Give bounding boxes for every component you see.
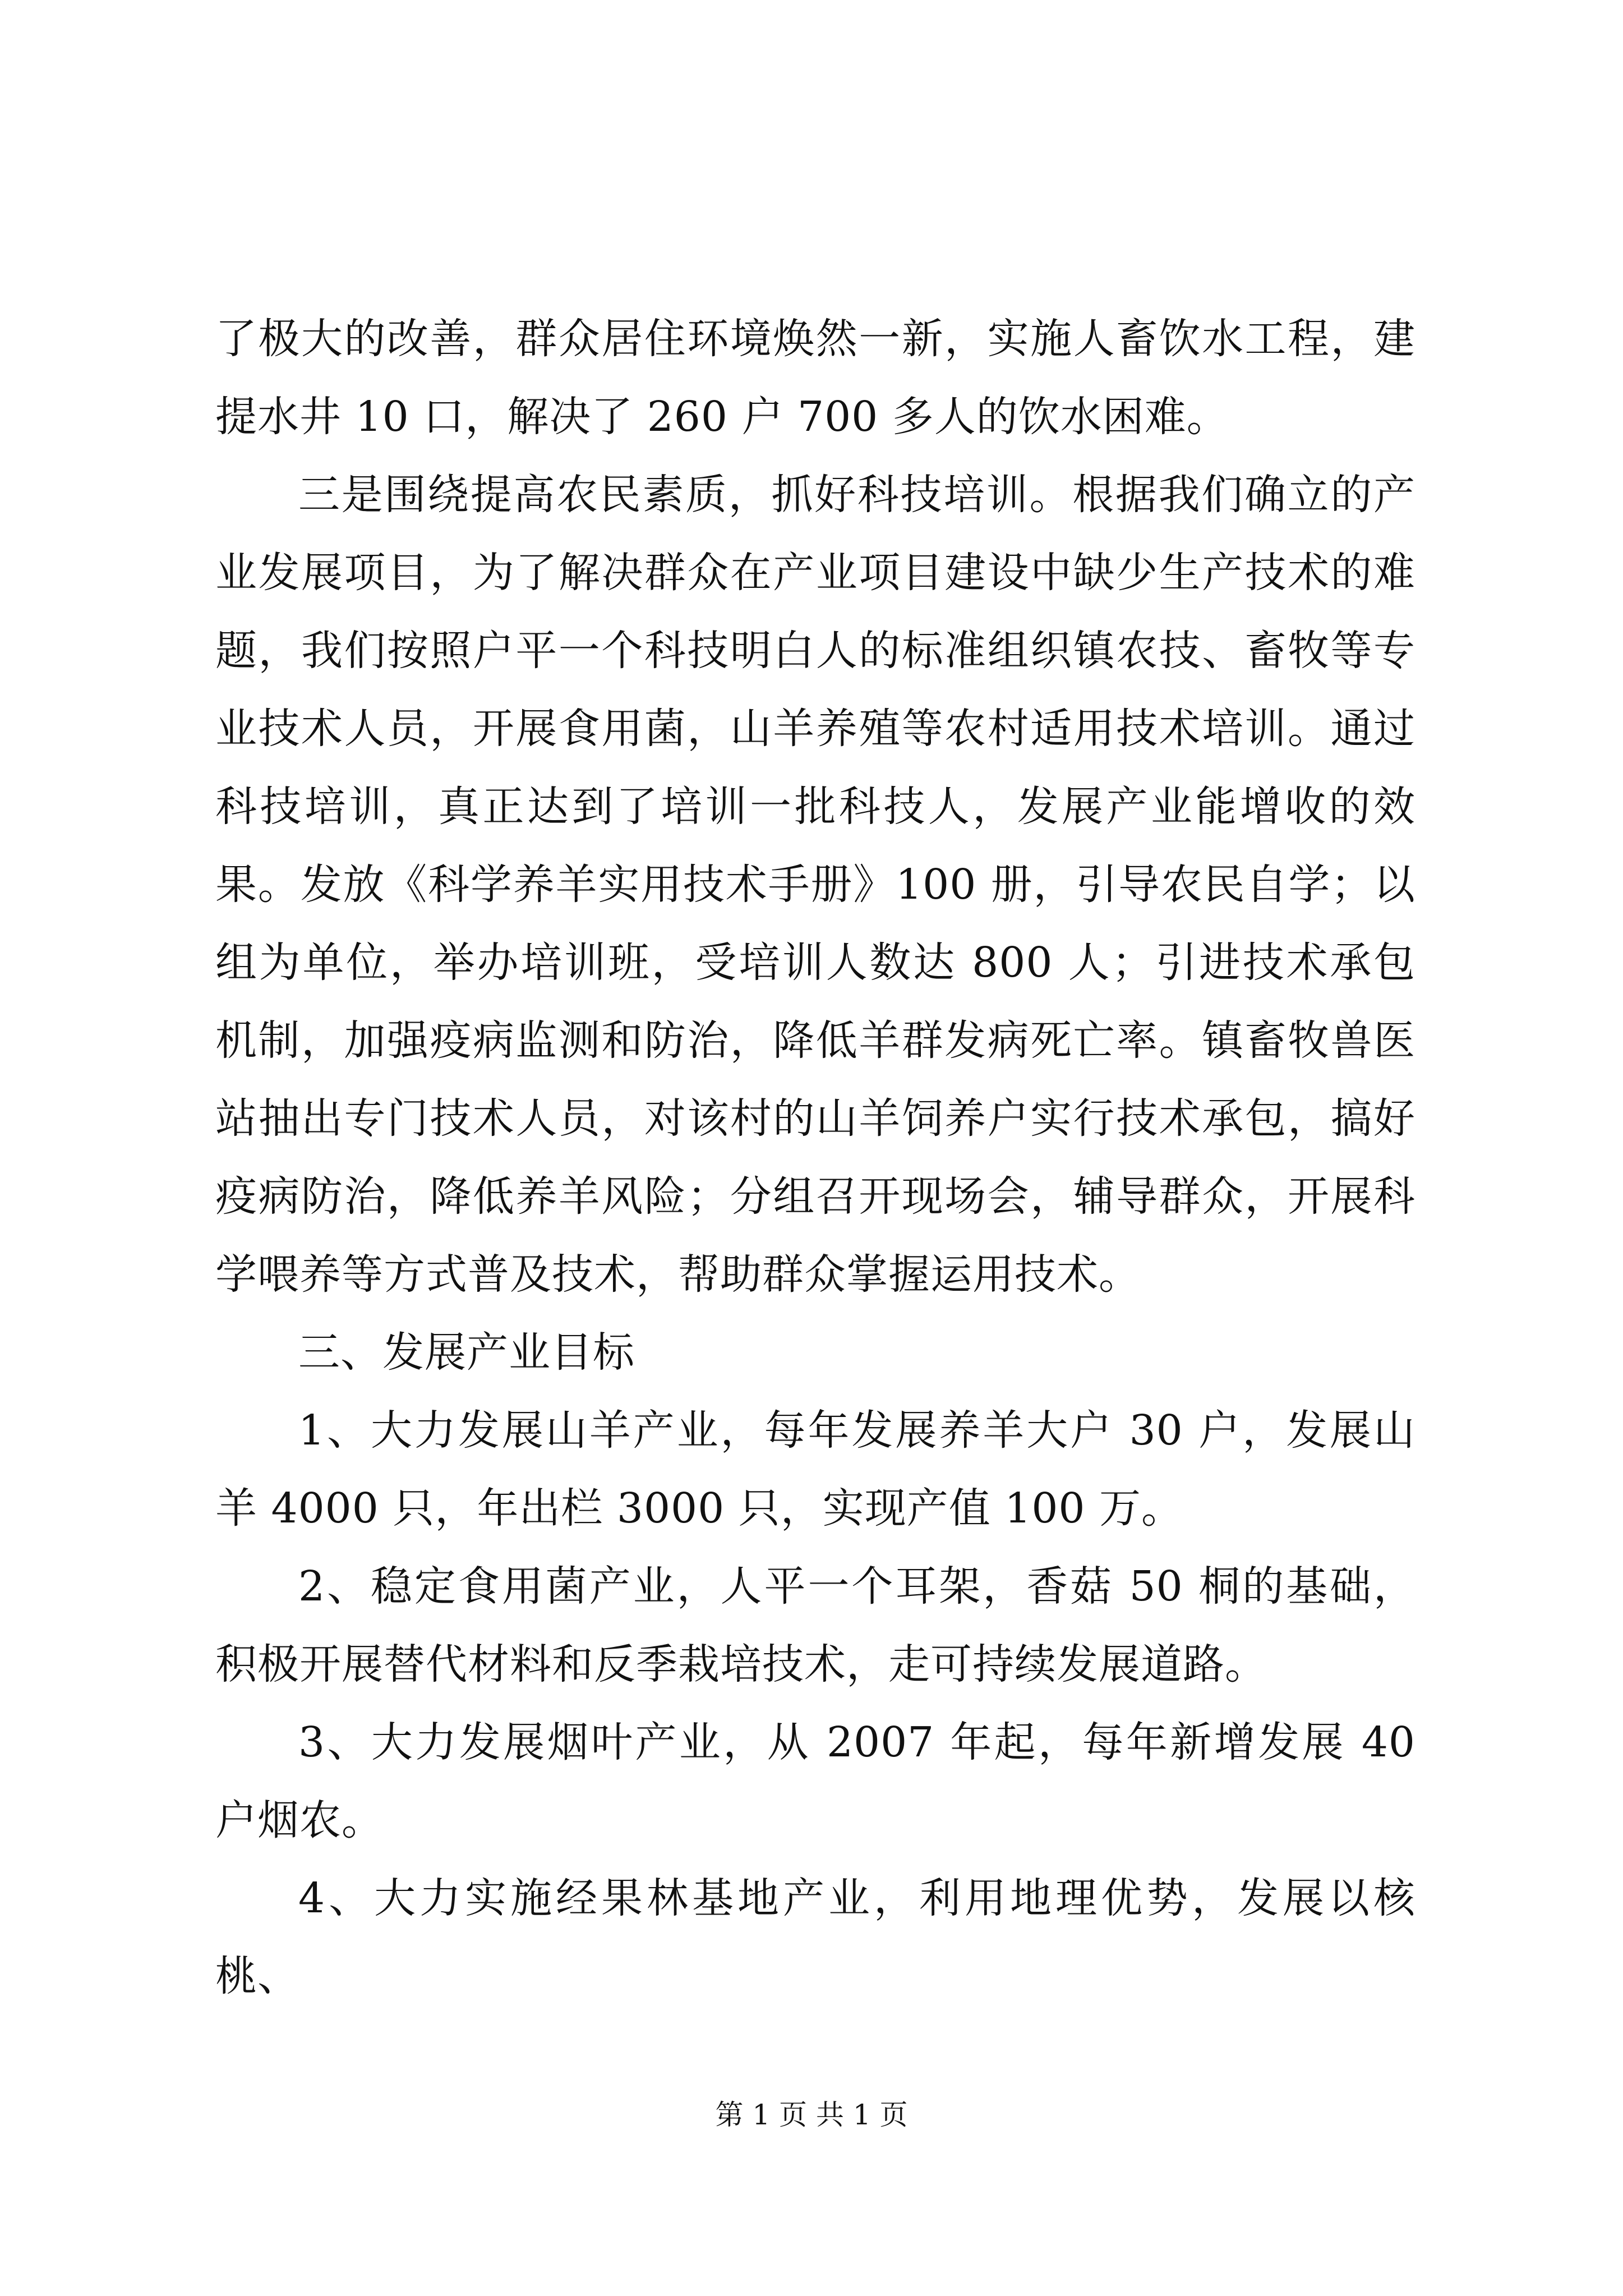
goal-item-3: 3、大力发展烟叶产业，从 2007 年起，每年新增发展 40 户烟农。 [215, 1718, 1415, 1844]
section-heading: 三、发展产业目标 [298, 1328, 635, 1377]
paragraph-continuation: 了极大的改善，群众居住环境焕然一新，实施人畜饮水工程，建提水井 10 口，解决了 260 户 700 多人的饮水困难。 [215, 315, 1415, 441]
page-footer: 第 1 页 共 1 页 [715, 2099, 908, 2131]
paragraph-training: 三是围绕提高农民素质，抓好科技培训。根据我们确立的产业发展项目，为了解决群众在产业项目建设中缺少生产技术的难题，我们按照户平一个科技明白人的标准组织镇农技、畜牧等专业技术人员，开展食用菌，山羊养殖等农村适用技术培训。通过科技培训，真正达到了培训一批科技人，发展产业能增收的效果。发放《科学养羊实用技术手册》100 册，引导农民自学；以组为单位，举办培训班，受培训人数达 800 人；引进技术承包机制，加强疫病监测和防治，降低羊群发病死亡率。镇畜牧兽医站抽出专门技术人员，对该村的山羊饲养户实行技术承包，搞好疫病防治，降低养羊风险；分组召开现场会，辅导群众，开展科学喂养等方式普及技术，帮助群众掌握运用技术。 [215, 471, 1415, 1299]
goal-item-4: 4、大力实施经果林基地产业，利用地理优势，发展以核桃、 [215, 1874, 1415, 2000]
document-body [215, 300, 1415, 2016]
goal-item-1: 1、大力发展山羊产业，每年发展养羊大户 30 户，发展山羊 4000 只，年出栏 3000 只，实现产值 100 万。 [215, 1406, 1415, 1533]
goal-item-2: 2、稳定食用菌产业，人平一个耳架，香菇 50 桐的基础，积极开展替代材料和反季栽培技术，走可持续发展道路。 [215, 1562, 1415, 1688]
